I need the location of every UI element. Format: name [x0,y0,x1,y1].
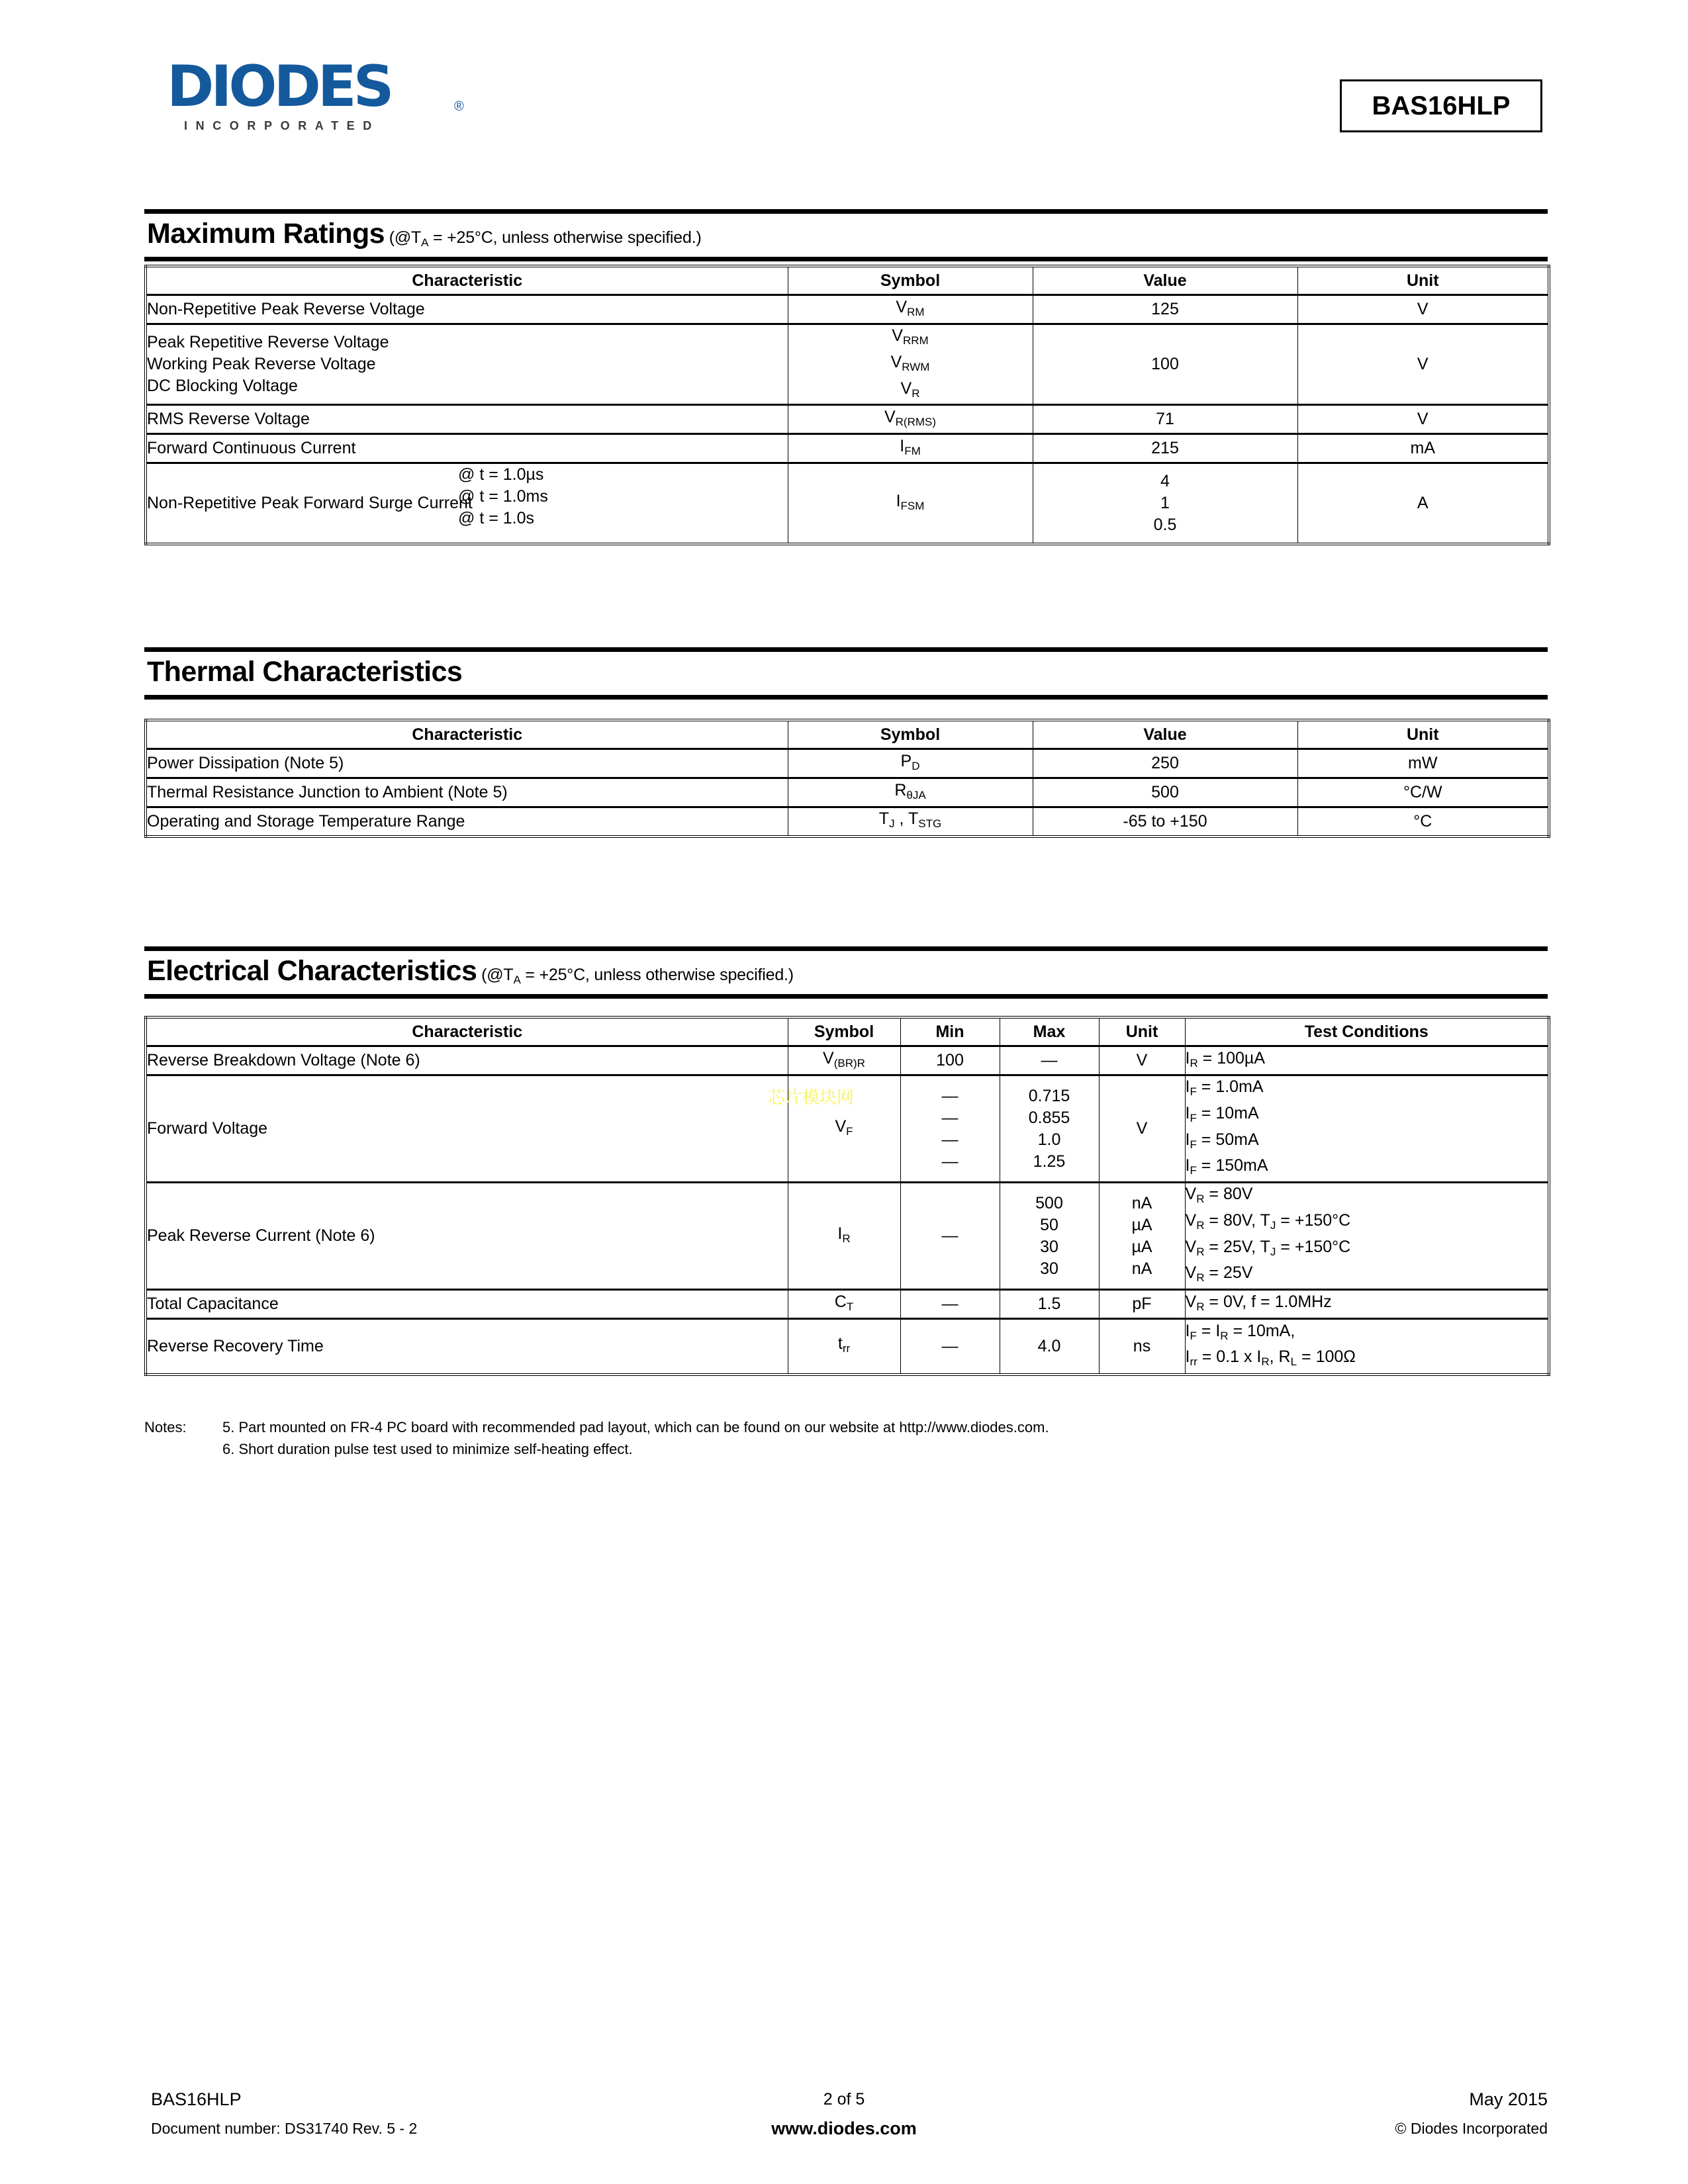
condition-line: $I_F = 150mA$ [1185,1156,1268,1177]
diodes-logo [167,54,478,132]
table-row [146,778,1549,807]
cell-min: 100 [900,1046,1000,1075]
cell-symbol: $V_{(BR)R}$ [788,1046,900,1075]
cell-test-conditions [1185,1183,1549,1290]
table-row [146,1319,1549,1375]
electrical-table-wrap [144,1016,1550,1376]
cell-value: 71 [1033,405,1297,434]
cell-characteristic: Forward Continuous Current [146,434,788,463]
cell-min: — [900,1290,1000,1319]
col-characteristic: Characteristic [146,720,788,749]
cell-unit: ns [1099,1319,1185,1375]
cell-characteristic: Non-Repetitive Peak Reverse Voltage [146,295,788,324]
col-symbol: Symbol [788,266,1033,295]
cell-max: 1.5 [1000,1290,1099,1319]
cell-value: 500 [1033,778,1297,807]
cell-test-conditions: $V_R = 0V$, f = 1.0MHz [1185,1290,1549,1319]
footer-right [1395,2085,1548,2143]
part-number-box [1340,79,1542,132]
cell-unit: nA µA µA nA [1099,1183,1185,1290]
cell-unit: pF [1099,1290,1185,1319]
cell-characteristic: Reverse Breakdown Voltage (Note 6) [146,1046,788,1075]
cell-symbol: $T_J$ , $T_{STG}$ [788,807,1033,837]
cell-symbol: $C_T$ [788,1290,900,1319]
cell-characteristic: RMS Reverse Voltage [146,405,788,434]
condition-line: $V_R = 80V$, $T_J = +150^\circ C$ [1185,1210,1351,1232]
cell-characteristic [146,463,788,544]
cell-symbol: $V_{RRM}$ $V_{RWM}$ $V_R$ [788,324,1033,405]
cell-value: 4 1 0.5 [1033,463,1297,544]
note-item: 6. Short duration pulse test used to minimize self-heating effect. [222,1441,633,1457]
footer-document-number: Document number: DS31740 Rev. 5 - 2 [151,2120,418,2137]
cell-characteristic: Thermal Resistance Junction to Ambient (Note 5) [146,778,788,807]
cell-symbol: $R_{\theta JA}$ [788,778,1033,807]
cell-unit: V [1297,295,1549,324]
cell-symbol: $I_{FM}$ [788,434,1033,463]
condition-line: $I_F = 1.0mA$ [1185,1077,1264,1098]
table-row [146,324,1549,405]
cell-unit: mW [1297,749,1549,778]
cell-symbol: $V_{R(RMS)}$ [788,405,1033,434]
cell-symbol: $P_D$ [788,749,1033,778]
cell-characteristic: Total Capacitance [146,1290,788,1319]
logo-subtitle: INCORPORATED [184,119,380,132]
cell-characteristic: Reverse Recovery Time [146,1319,788,1375]
watermark-text: 芯片模块网 [768,1088,855,1108]
table-header-row [146,720,1549,749]
cell-min: — [900,1183,1000,1290]
cell-characteristic: Peak Reverse Current (Note 6) [146,1183,788,1290]
maximum-ratings-title: Maximum Ratings [147,218,385,250]
note-item: 5. Part mounted on FR-4 PC board with recommended pad layout, which can be found on our website at http://www.diodes.com. [222,1419,1049,1435]
cell-max: — [1000,1046,1099,1075]
electrical-subtitle: ($@T_A = +25^\circ C$, unless otherwise specified.) [481,966,794,986]
condition-line: $V_R = 25V$, $T_J = +150^\circ C$ [1185,1237,1351,1258]
cell-unit: V [1099,1075,1185,1183]
char-line: Working Peak Reverse Voltage [147,355,376,374]
condition-line: @ t = 1.0µs [458,465,544,484]
col-unit: Unit [1099,1017,1185,1046]
cell-unit: mA [1297,434,1549,463]
cell-test-conditions: $I_R = 100\mu A$ [1185,1046,1549,1075]
cell-unit: V [1297,324,1549,405]
cell-max: 0.715 0.855 1.0 1.25 [1000,1075,1099,1183]
cell-symbol: $V_F$ [788,1075,900,1183]
cell-unit: V [1297,405,1549,434]
section-rule-bottom [144,695,1548,700]
thermal-table-wrap [144,719,1550,838]
cell-unit: V [1099,1046,1185,1075]
electrical-heading [144,951,1548,994]
logo-wordmark: DIODES [167,54,391,120]
cell-characteristic: Forward Voltage [146,1075,788,1183]
cell-value: 215 [1033,434,1297,463]
condition-line: $V_R = 80V$ [1185,1185,1253,1205]
col-symbol: Symbol [788,1017,900,1046]
condition-line: $I_F = 10mA$ [1185,1103,1259,1124]
table-row [146,1046,1549,1075]
notes-label: Notes: [144,1419,187,1435]
page-header [0,0,1688,159]
footer-copyright: © Diodes Incorporated [1395,2120,1548,2137]
col-value: Value [1033,266,1297,295]
maximum-ratings-table [144,265,1550,545]
registered-trademark-icon: ® [454,99,464,114]
page-footer [0,2085,1688,2164]
table-row [146,463,1549,544]
table-header-row [146,266,1549,295]
electrical-characteristics-table [144,1016,1550,1376]
col-characteristic: Characteristic [146,1017,788,1046]
condition-line: $I_F = I_R = 10mA$, [1185,1321,1295,1342]
section-rule-top [144,647,1548,652]
col-max: Max [1000,1017,1099,1046]
cell-min: — — — — [900,1075,1000,1183]
cell-characteristic: Power Dissipation (Note 5) [146,749,788,778]
electrical-title: Electrical Characteristics [147,955,477,987]
table-row [146,295,1549,324]
cell-value: -65 to +150 [1033,807,1297,837]
maximum-ratings-heading [144,214,1548,257]
condition-stack [458,464,548,529]
char-line: DC Blocking Voltage [147,377,298,396]
electrical-characteristics-section [144,946,1548,999]
maximum-ratings-section [144,209,1548,261]
table-header-row [146,1017,1549,1046]
cell-test-conditions [1185,1319,1549,1375]
condition-line: $I_{rr} = 0.1$ x $I_R$, $R_L = 100\Omega$ [1185,1347,1356,1368]
thermal-characteristics-table [144,719,1550,838]
cell-test-conditions [1185,1075,1549,1183]
thermal-characteristics-section [144,647,1548,700]
condition-line: @ t = 1.0ms [458,487,548,506]
thermal-heading [144,652,1548,695]
condition-line: $I_F = 50mA$ [1185,1130,1259,1151]
col-symbol: Symbol [788,720,1033,749]
condition-line: $V_R = 25V$ [1185,1263,1253,1284]
table-row [146,749,1549,778]
col-unit: Unit [1297,266,1549,295]
footer-website-link[interactable]: www.diodes.com [771,2118,917,2138]
section-rule-top [144,209,1548,214]
maximum-ratings-table-wrap [144,265,1550,545]
cell-min: — [900,1319,1000,1375]
cell-max: 4.0 [1000,1319,1099,1375]
cell-characteristic: Operating and Storage Temperature Range [146,807,788,837]
notes-list [222,1416,1548,1460]
table-row [146,807,1549,837]
notes-block [144,1416,1548,1460]
footer-page-number: 2 of 5 [823,2090,865,2109]
cell-unit: A [1297,463,1549,544]
col-characteristic: Characteristic [146,266,788,295]
col-min: Min [900,1017,1000,1046]
cell-value: 125 [1033,295,1297,324]
col-unit: Unit [1297,720,1549,749]
cell-value: 100 [1033,324,1297,405]
footer-date: May 2015 [1469,2089,1548,2109]
section-rule-bottom [144,994,1548,999]
char-line: Non-Repetitive Peak Forward Surge Current [147,494,473,512]
section-rule-top [144,946,1548,951]
cell-symbol: $V_{RM}$ [788,295,1033,324]
col-test-conditions: Test Conditions [1185,1017,1549,1046]
char-line: Peak Repetitive Reverse Voltage [147,333,389,352]
table-row [146,1183,1549,1290]
col-value: Value [1033,720,1297,749]
footer-part-number: BAS16HLP [151,2089,242,2109]
cell-characteristic [146,324,788,405]
cell-symbol: $I_{FSM}$ [788,463,1033,544]
table-row [146,434,1549,463]
cell-unit: °C [1297,807,1549,837]
table-row [146,405,1549,434]
maximum-ratings-subtitle: ($@T_A = +25^\circ C$, unless otherwise specified.) [389,228,702,249]
table-row [146,1290,1549,1319]
cell-max: 500 50 30 30 [1000,1183,1099,1290]
cell-symbol: $I_R$ [788,1183,900,1290]
section-rule-bottom [144,257,1548,261]
condition-line: @ t = 1.0s [458,509,535,528]
cell-symbol: $t_{rr}$ [788,1319,900,1375]
cell-unit: °C/W [1297,778,1549,807]
part-number-label: BAS16HLP [1372,91,1511,120]
cell-value: 250 [1033,749,1297,778]
thermal-title: Thermal Characteristics [147,656,463,688]
